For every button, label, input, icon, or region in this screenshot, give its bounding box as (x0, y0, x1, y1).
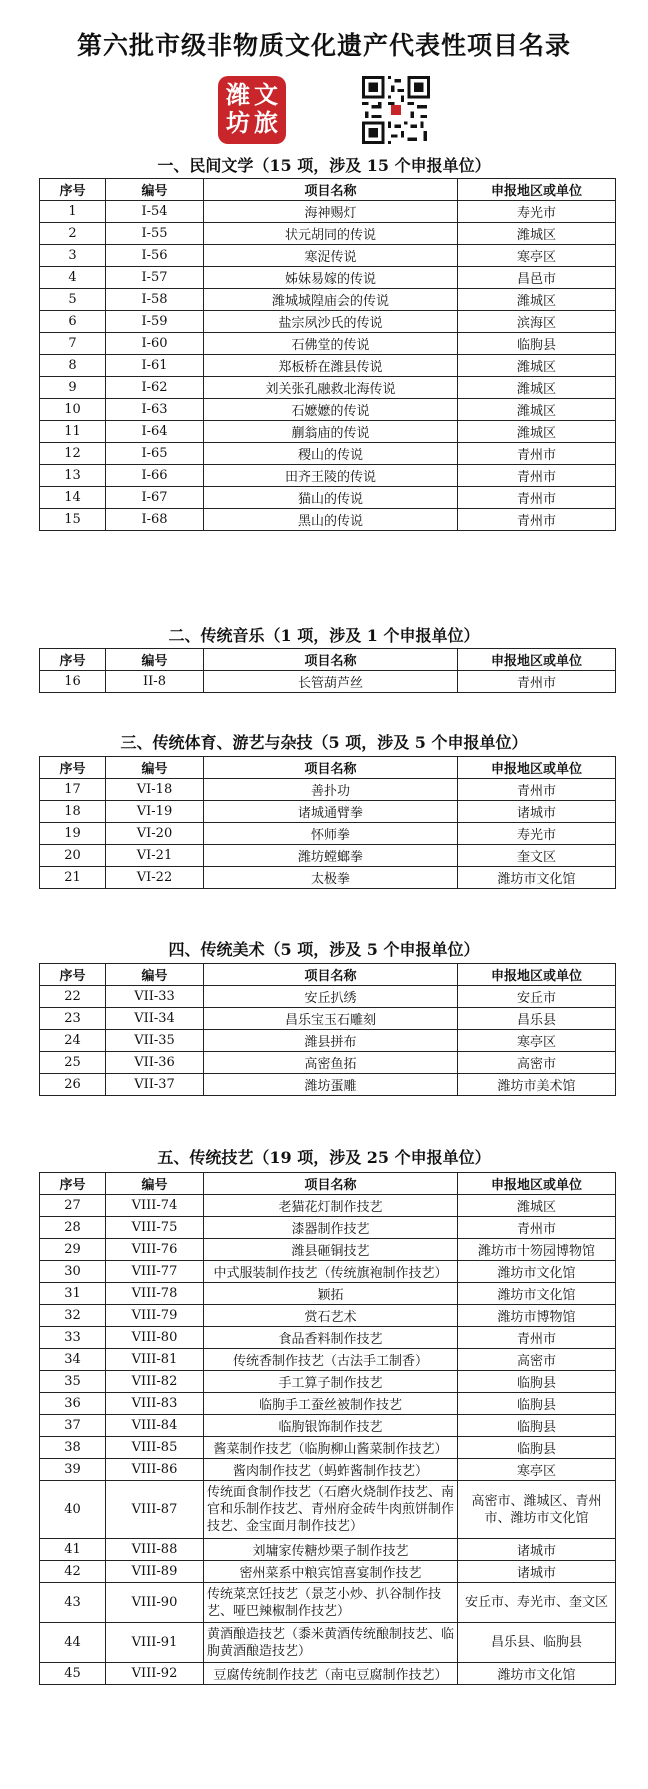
cell-unit: 临朐县 (458, 1415, 616, 1437)
seal-char: 潍 (226, 80, 250, 109)
table-row (40, 399, 616, 421)
table-row (40, 1008, 616, 1030)
seal-char: 坊 (226, 108, 250, 137)
cell-unit: 潍城区 (458, 377, 616, 399)
cell-unit: 安丘市 (458, 986, 616, 1008)
cell-seq: 40 (40, 1481, 106, 1539)
table-traditional-fine-arts (39, 963, 616, 1096)
table-row (40, 1283, 616, 1305)
header-unit: 申报地区或单位 (458, 964, 616, 986)
cell-code: VII-33 (106, 986, 204, 1008)
cell-unit: 临朐县 (458, 333, 616, 355)
cell-seq: 20 (40, 845, 106, 867)
cell-seq: 29 (40, 1239, 106, 1261)
table-row (40, 1583, 616, 1623)
cell-name: 传统香制作技艺（古法手工制香） (204, 1349, 458, 1371)
cell-code: VI-22 (106, 867, 204, 889)
cell-seq: 9 (40, 377, 106, 399)
cell-code: VIII-91 (106, 1623, 204, 1663)
cell-code: I-65 (106, 443, 204, 465)
cell-seq: 11 (40, 421, 106, 443)
section-title-traditional-fine-arts: 四、传统美术（5 项，涉及 5 个申报单位） (168, 940, 480, 959)
cell-name: 酱肉制作技艺（蚂蚱酱制作技艺） (204, 1459, 458, 1481)
header-code: 编号 (106, 757, 204, 779)
cell-name: 高密鱼拓 (204, 1052, 458, 1074)
cell-seq: 44 (40, 1623, 106, 1663)
cell-name: 传统面食制作技艺（石磨火烧制作技艺、南官和乐制作技艺、青州府金砖牛肉煎饼制作技艺、金宝面月制作技艺） (204, 1481, 458, 1539)
cell-name: 老猫花灯制作技艺 (204, 1195, 458, 1217)
table-row (40, 487, 616, 509)
section-title-traditional-craftsmanship: 五、传统技艺（19 项，涉及 25 个申报单位） (157, 1148, 491, 1167)
cell-seq: 38 (40, 1437, 106, 1459)
cell-name: 赏石艺术 (204, 1305, 458, 1327)
table-row (40, 823, 616, 845)
table-traditional-craftsmanship (39, 1172, 616, 1685)
header-unit: 申报地区或单位 (458, 1173, 616, 1195)
table-row (40, 1305, 616, 1327)
seal-char: 旅 (254, 108, 278, 137)
cell-code: I-68 (106, 509, 204, 531)
cell-code: I-66 (106, 465, 204, 487)
header-unit: 申报地区或单位 (458, 179, 616, 201)
cell-name: 潍城城隍庙会的传说 (204, 289, 458, 311)
cell-unit: 潍坊市博物馆 (458, 1305, 616, 1327)
cell-code: VIII-92 (106, 1663, 204, 1685)
cell-unit: 奎文区 (458, 845, 616, 867)
table-row (40, 1327, 616, 1349)
cell-name: 海神赐灯 (204, 201, 458, 223)
section-title-sports-games-acrobatics: 三、传统体育、游艺与杂技（5 项，涉及 5 个申报单位） (120, 733, 528, 752)
cell-unit: 诸城市 (458, 1561, 616, 1583)
cell-unit: 临朐县 (458, 1437, 616, 1459)
cell-seq: 26 (40, 1074, 106, 1096)
cell-name: 安丘扒绣 (204, 986, 458, 1008)
cell-name: 蒯翁庙的传说 (204, 421, 458, 443)
cell-code: VIII-88 (106, 1539, 204, 1561)
table-row (40, 377, 616, 399)
cell-name: 盐宗夙沙氏的传说 (204, 311, 458, 333)
cell-code: I-63 (106, 399, 204, 421)
cell-code: I-59 (106, 311, 204, 333)
cell-unit: 昌乐县 (458, 1008, 616, 1030)
cell-unit: 青州市 (458, 465, 616, 487)
cell-seq: 34 (40, 1349, 106, 1371)
table-row (40, 465, 616, 487)
cell-unit: 高密市 (458, 1052, 616, 1074)
cell-name: 太极拳 (204, 867, 458, 889)
cell-name: 郑板桥在潍县传说 (204, 355, 458, 377)
cell-unit: 潍坊市美术馆 (458, 1074, 616, 1096)
cell-seq: 39 (40, 1459, 106, 1481)
table-row (40, 289, 616, 311)
table-row (40, 1623, 616, 1663)
cell-seq: 6 (40, 311, 106, 333)
cell-code: VIII-82 (106, 1371, 204, 1393)
cell-unit: 寒亭区 (458, 1459, 616, 1481)
cell-name: 密州菜系中粮宾馆喜宴制作技艺 (204, 1561, 458, 1583)
cell-unit: 潍城区 (458, 1195, 616, 1217)
table-row (40, 443, 616, 465)
table-traditional-music (39, 648, 616, 693)
cell-unit: 高密市 (458, 1349, 616, 1371)
cell-unit: 潍城区 (458, 289, 616, 311)
cell-seq: 36 (40, 1393, 106, 1415)
cell-name: 颖拓 (204, 1283, 458, 1305)
cell-name: 潍坊蛋雕 (204, 1074, 458, 1096)
section-title-traditional-music: 二、传统音乐（1 项，涉及 1 个申报单位） (168, 626, 480, 645)
cell-name: 怀师拳 (204, 823, 458, 845)
cell-unit: 高密市、潍城区、青州市、潍坊市文化馆 (458, 1481, 616, 1539)
cell-seq: 1 (40, 201, 106, 223)
header-name: 项目名称 (204, 964, 458, 986)
cell-name: 寒浞传说 (204, 245, 458, 267)
cell-seq: 22 (40, 986, 106, 1008)
cell-seq: 32 (40, 1305, 106, 1327)
cell-name: 诸城通臂拳 (204, 801, 458, 823)
cell-seq: 10 (40, 399, 106, 421)
cell-code: I-58 (106, 289, 204, 311)
cell-seq: 14 (40, 487, 106, 509)
cell-unit: 诸城市 (458, 1539, 616, 1561)
cell-unit: 寒亭区 (458, 245, 616, 267)
cell-code: VII-34 (106, 1008, 204, 1030)
table-row (40, 1663, 616, 1685)
cell-unit: 临朐县 (458, 1371, 616, 1393)
cell-unit: 潍城区 (458, 355, 616, 377)
cell-seq: 3 (40, 245, 106, 267)
cell-code: I-57 (106, 267, 204, 289)
table-row (40, 779, 616, 801)
cell-name: 状元胡同的传说 (204, 223, 458, 245)
cell-code: I-64 (106, 421, 204, 443)
cell-unit: 潍坊市文化馆 (458, 1283, 616, 1305)
cell-code: I-61 (106, 355, 204, 377)
table-row (40, 986, 616, 1008)
cell-seq: 43 (40, 1583, 106, 1623)
cell-code: I-67 (106, 487, 204, 509)
cell-unit: 青州市 (458, 779, 616, 801)
cell-code: VI-21 (106, 845, 204, 867)
cell-seq: 5 (40, 289, 106, 311)
header-unit: 申报地区或单位 (458, 649, 616, 671)
table-row (40, 421, 616, 443)
cell-name: 姊妹易嫁的传说 (204, 267, 458, 289)
cell-code: VIII-75 (106, 1217, 204, 1239)
cell-name: 中式服装制作技艺（传统旗袍制作技艺） (204, 1261, 458, 1283)
cell-code: VIII-81 (106, 1349, 204, 1371)
cell-seq: 30 (40, 1261, 106, 1283)
cell-seq: 15 (40, 509, 106, 531)
table-row (40, 201, 616, 223)
table-row (40, 1349, 616, 1371)
cell-seq: 31 (40, 1283, 106, 1305)
table-row (40, 1481, 616, 1539)
cell-code: VIII-89 (106, 1561, 204, 1583)
cell-code: VII-35 (106, 1030, 204, 1052)
cell-unit: 青州市 (458, 443, 616, 465)
cell-code: VI-18 (106, 779, 204, 801)
header-seq: 序号 (40, 1173, 106, 1195)
table-row (40, 1393, 616, 1415)
cell-code: VIII-78 (106, 1283, 204, 1305)
cell-name: 田齐王陵的传说 (204, 465, 458, 487)
cell-code: VIII-80 (106, 1327, 204, 1349)
cell-name: 酱菜制作技艺（临朐柳山酱菜制作技艺） (204, 1437, 458, 1459)
table-row (40, 223, 616, 245)
cell-code: VIII-84 (106, 1415, 204, 1437)
cell-code: I-56 (106, 245, 204, 267)
cell-seq: 17 (40, 779, 106, 801)
header-name: 项目名称 (204, 179, 458, 201)
cell-name: 潍县砸铜技艺 (204, 1239, 458, 1261)
cell-seq: 16 (40, 671, 106, 693)
table-row (40, 267, 616, 289)
cell-unit: 昌乐县、临朐县 (458, 1623, 616, 1663)
cell-code: VII-36 (106, 1052, 204, 1074)
seal-block (218, 76, 286, 144)
section-title-folk-literature: 一、民间文学（15 项，涉及 15 个申报单位） (157, 156, 491, 175)
cell-seq: 33 (40, 1327, 106, 1349)
cell-seq: 37 (40, 1415, 106, 1437)
table-row (40, 1217, 616, 1239)
cell-seq: 35 (40, 1371, 106, 1393)
cell-seq: 23 (40, 1008, 106, 1030)
cell-seq: 28 (40, 1217, 106, 1239)
cell-code: VII-37 (106, 1074, 204, 1096)
header-code: 编号 (106, 179, 204, 201)
cell-unit: 青州市 (458, 487, 616, 509)
cell-code: VIII-90 (106, 1583, 204, 1623)
header-unit: 申报地区或单位 (458, 757, 616, 779)
cell-seq: 12 (40, 443, 106, 465)
table-row (40, 1459, 616, 1481)
cell-unit: 潍坊市文化馆 (458, 1261, 616, 1283)
cell-seq: 24 (40, 1030, 106, 1052)
cell-unit: 青州市 (458, 671, 616, 693)
cell-code: VI-19 (106, 801, 204, 823)
cell-unit: 潍坊市十笏园博物馆 (458, 1239, 616, 1261)
cell-name: 漆器制作技艺 (204, 1217, 458, 1239)
header-name: 项目名称 (204, 1173, 458, 1195)
cell-name: 昌乐宝玉石雕刻 (204, 1008, 458, 1030)
cell-name: 临朐银饰制作技艺 (204, 1415, 458, 1437)
table-row (40, 1195, 616, 1217)
table-row (40, 845, 616, 867)
cell-unit: 滨海区 (458, 311, 616, 333)
header-seq: 序号 (40, 964, 106, 986)
wenlv-seal-logo (218, 76, 286, 144)
cell-code: VIII-86 (106, 1459, 204, 1481)
cell-code: VIII-76 (106, 1239, 204, 1261)
cell-unit: 昌邑市 (458, 267, 616, 289)
cell-unit: 青州市 (458, 1327, 616, 1349)
seal-char: 文 (254, 80, 278, 109)
cell-seq: 4 (40, 267, 106, 289)
cell-seq: 2 (40, 223, 106, 245)
cell-name: 石嬷嬷的传说 (204, 399, 458, 421)
cell-unit: 潍城区 (458, 421, 616, 443)
cell-seq: 25 (40, 1052, 106, 1074)
table-row (40, 1415, 616, 1437)
table-row (40, 311, 616, 333)
table-row (40, 1539, 616, 1561)
table-row (40, 1030, 616, 1052)
cell-seq: 19 (40, 823, 106, 845)
cell-name: 石佛堂的传说 (204, 333, 458, 355)
cell-seq: 8 (40, 355, 106, 377)
cell-name: 黄酒酿造技艺（黍米黄酒传统酿制技艺、临朐黄酒酿造技艺） (204, 1623, 458, 1663)
cell-unit: 潍城区 (458, 399, 616, 421)
cell-code: VIII-85 (106, 1437, 204, 1459)
cell-unit: 潍坊市文化馆 (458, 1663, 616, 1685)
qr-code-icon (362, 76, 430, 144)
cell-code: I-62 (106, 377, 204, 399)
page-title: 第六批市级非物质文化遗产代表性项目名录 (76, 31, 571, 60)
cell-code: VIII-77 (106, 1261, 204, 1283)
cell-unit: 青州市 (458, 1217, 616, 1239)
table-row (40, 1437, 616, 1459)
cell-name: 猫山的传说 (204, 487, 458, 509)
cell-name: 潍坊螳螂拳 (204, 845, 458, 867)
cell-unit: 潍坊市文化馆 (458, 867, 616, 889)
header-seq: 序号 (40, 757, 106, 779)
cell-unit: 寿光市 (458, 201, 616, 223)
cell-seq: 18 (40, 801, 106, 823)
cell-code: VIII-83 (106, 1393, 204, 1415)
header-code: 编号 (106, 964, 204, 986)
cell-unit: 青州市 (458, 509, 616, 531)
cell-code: I-55 (106, 223, 204, 245)
cell-seq: 27 (40, 1195, 106, 1217)
cell-code: VIII-74 (106, 1195, 204, 1217)
header-name: 项目名称 (204, 649, 458, 671)
cell-seq: 13 (40, 465, 106, 487)
cell-code: VI-20 (106, 823, 204, 845)
cell-seq: 7 (40, 333, 106, 355)
table-row (40, 1239, 616, 1261)
table-row (40, 867, 616, 889)
table-sports-games-acrobatics (39, 756, 616, 889)
cell-unit: 寒亭区 (458, 1030, 616, 1052)
table-row (40, 801, 616, 823)
table-row (40, 1052, 616, 1074)
table-row (40, 1261, 616, 1283)
cell-name: 刘关张孔融救北海传说 (204, 377, 458, 399)
table-folk-literature (39, 178, 616, 531)
table-row (40, 1371, 616, 1393)
cell-name: 食品香料制作技艺 (204, 1327, 458, 1349)
cell-name: 临朐手工蚕丝被制作技艺 (204, 1393, 458, 1415)
cell-name: 潍县拼布 (204, 1030, 458, 1052)
table-row (40, 509, 616, 531)
table-row (40, 245, 616, 267)
header-code: 编号 (106, 1173, 204, 1195)
cell-name: 善扑功 (204, 779, 458, 801)
cell-name: 传统菜烹饪技艺（景芝小炒、扒谷制作技艺、哑巴辣椒制作技艺） (204, 1583, 458, 1623)
table-row (40, 1561, 616, 1583)
cell-name: 黑山的传说 (204, 509, 458, 531)
cell-unit: 诸城市 (458, 801, 616, 823)
cell-code: VIII-87 (106, 1481, 204, 1539)
cell-code: VIII-79 (106, 1305, 204, 1327)
cell-name: 手工算子制作技艺 (204, 1371, 458, 1393)
cell-code: I-54 (106, 201, 204, 223)
cell-unit: 寿光市 (458, 823, 616, 845)
cell-seq: 21 (40, 867, 106, 889)
header-name: 项目名称 (204, 757, 458, 779)
header-code: 编号 (106, 649, 204, 671)
cell-code: I-60 (106, 333, 204, 355)
header-seq: 序号 (40, 179, 106, 201)
cell-seq: 45 (40, 1663, 106, 1685)
table-row (40, 671, 616, 693)
cell-unit: 安丘市、寿光市、奎文区 (458, 1583, 616, 1623)
cell-unit: 临朐县 (458, 1393, 616, 1415)
cell-name: 稷山的传说 (204, 443, 458, 465)
cell-name: 豆腐传统制作技艺（南屯豆腐制作技艺） (204, 1663, 458, 1685)
cell-name: 刘墉家传糖炒栗子制作技艺 (204, 1539, 458, 1561)
header-seq: 序号 (40, 649, 106, 671)
table-row (40, 333, 616, 355)
cell-code: II-8 (106, 671, 204, 693)
cell-seq: 42 (40, 1561, 106, 1583)
cell-name: 长管葫芦丝 (204, 671, 458, 693)
cell-seq: 41 (40, 1539, 106, 1561)
table-row (40, 355, 616, 377)
table-row (40, 1074, 616, 1096)
cell-unit: 潍城区 (458, 223, 616, 245)
